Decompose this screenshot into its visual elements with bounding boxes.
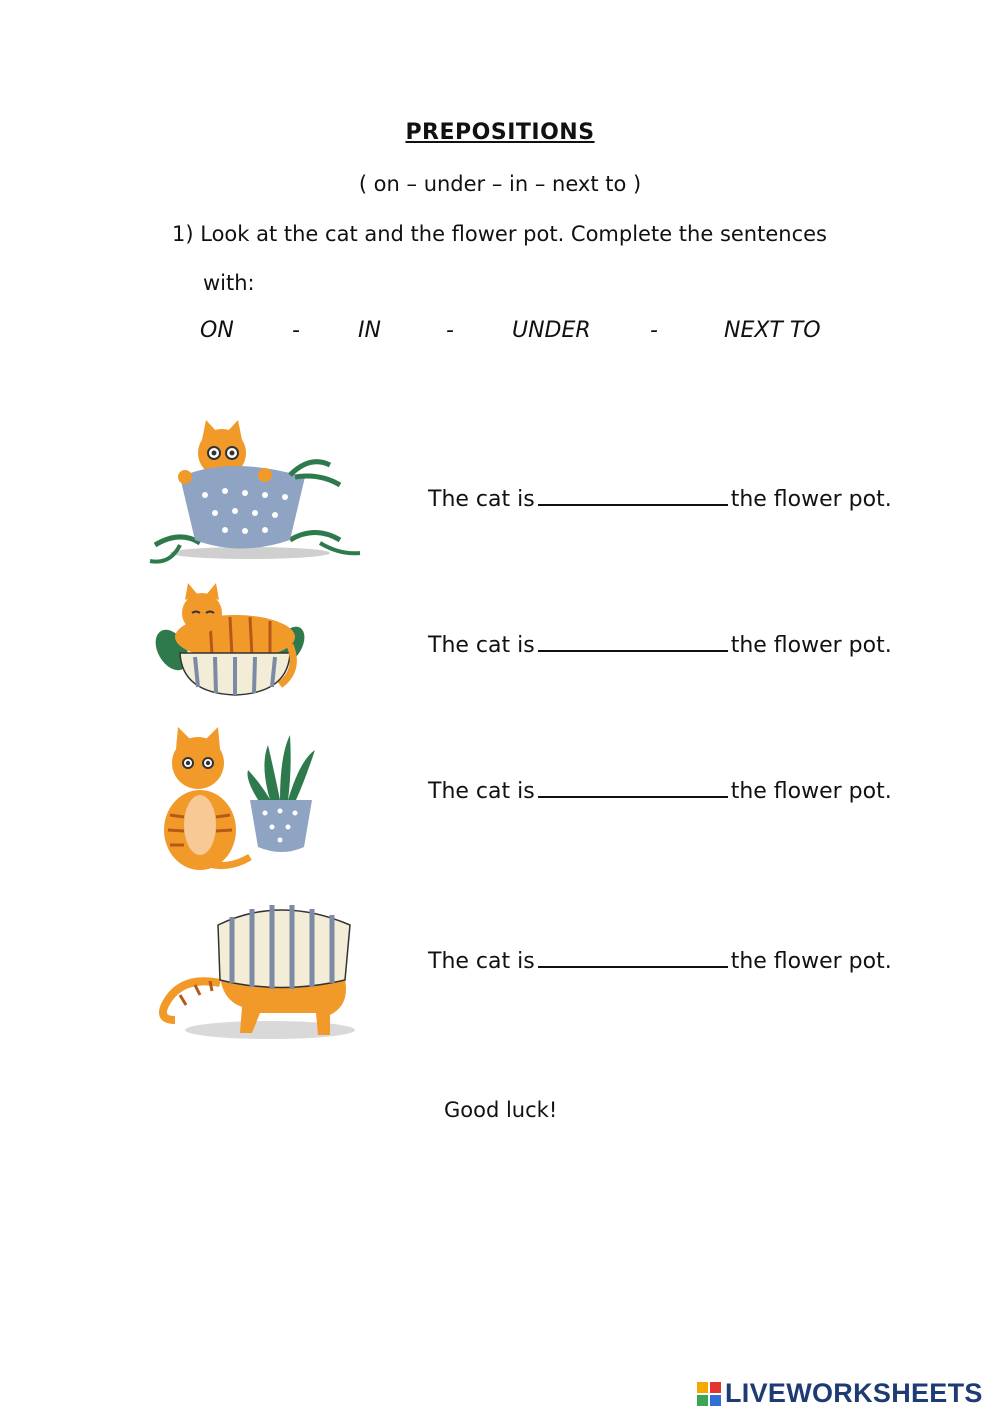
word-separator: - <box>650 318 658 343</box>
word-on: ON <box>200 318 234 343</box>
instruction-number: 1) <box>172 222 194 246</box>
logo-text: LIVEWORKSHEETS <box>725 1378 983 1408</box>
sentence-4-start: The cat is <box>428 949 535 974</box>
sentence-3 <box>428 774 892 804</box>
word-separator: - <box>292 318 300 343</box>
liveworksheets-logo[interactable] <box>697 1378 983 1409</box>
cat-next-to-pot-illustration <box>140 725 370 885</box>
word-in: IN <box>358 318 381 343</box>
sentence-3-start: The cat is <box>428 779 535 804</box>
answer-blank-3[interactable] <box>538 774 728 798</box>
sentence-1-start: The cat is <box>428 487 535 512</box>
instruction-line-1 <box>172 222 827 246</box>
worksheet-subtitle: ( on – under – in – next to ) <box>358 172 642 196</box>
sentence-2-start: The cat is <box>428 633 535 658</box>
sentence-1 <box>428 482 892 512</box>
word-under: UNDER <box>512 318 591 343</box>
cat-in-pot-illustration <box>140 415 370 575</box>
instruction-text: Look at the cat and the flower pot. Complete the sentences <box>200 222 827 246</box>
sentence-4 <box>428 944 892 974</box>
answer-blank-1[interactable] <box>538 482 728 506</box>
sentence-4-end: the flower pot. <box>730 949 892 974</box>
sentence-2-end: the flower pot. <box>730 633 892 658</box>
word-next-to: NEXT TO <box>724 318 821 343</box>
sentence-2 <box>428 628 892 658</box>
sentence-3-end: the flower pot. <box>730 779 892 804</box>
sentence-1-end: the flower pot. <box>730 487 892 512</box>
worksheet-title: PREPOSITIONS <box>405 120 595 145</box>
answer-blank-4[interactable] <box>538 944 728 968</box>
closing-message: Good luck! <box>444 1098 558 1122</box>
logo-icon <box>697 1382 721 1406</box>
cat-on-pot-illustration <box>140 575 370 735</box>
answer-blank-2[interactable] <box>538 628 728 652</box>
cat-under-pot-illustration <box>140 895 370 1055</box>
instruction-line-2: with: <box>203 271 255 295</box>
word-separator: - <box>446 318 454 343</box>
